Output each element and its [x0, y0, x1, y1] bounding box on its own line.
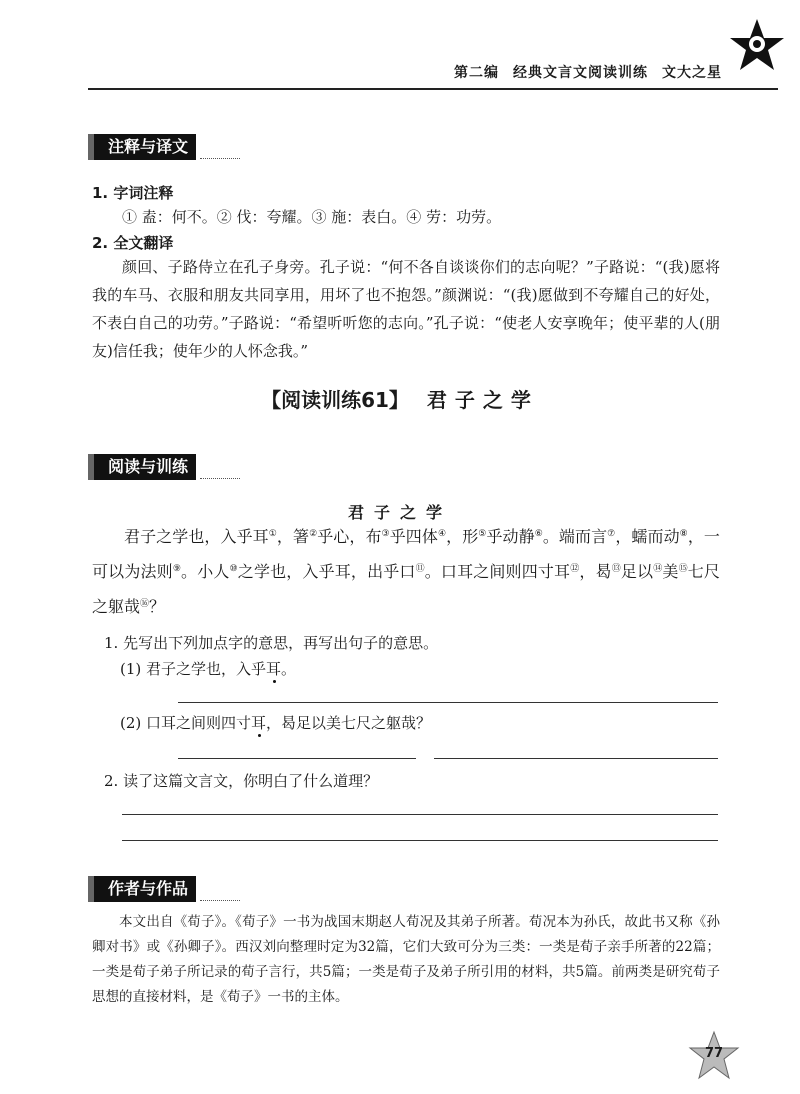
translation-text: 颜回、子路侍立在孔子身旁。孔子说：“何不各自谈谈你们的志向呢？”子路说：“(我)愿将我的车马、衣服和朋友共同享用，用坏了也不抱怨。”颜渊说：“(我)愿做到不夸耀自己的好处，不表白自己的功劳。”子路说：“希望听听您的志向。”孔子说：“使老人安享晚年；使平辈的人(朋友)信任我；使年少的人怀念我。”: [92, 258, 720, 360]
answer-line[interactable]: [178, 702, 718, 703]
note-mark: ⑧: [679, 529, 688, 539]
exercise-number: 【阅读训练61】: [261, 388, 409, 412]
text-seg: 七尺之躯哉: [92, 562, 720, 616]
words-text: ① 盍：何不。② 伐：夸耀。③ 施：表白。④ 劳：功劳。: [122, 208, 502, 226]
header-section: 经典文言文阅读训练: [513, 65, 648, 81]
note-mark: ⑮: [678, 564, 688, 574]
q1-2-suffix: ，曷足以美七尺之躯哉？: [266, 714, 432, 732]
dotted-char: 耳: [251, 714, 267, 732]
text-seg: 乎四体: [389, 527, 438, 546]
author-text: 本文出自《荀子》。《荀子》一书为战国末期赵人荀况及其弟子所著。荀况本为孙氏，故此书又称《孙卿对书》或《孙卿子》。西汉刘向整理时定为32篇，它们大致可分为三类：一类是荀子亲手所著的22篇；一类是荀子弟子所记录的荀子言行，共5篇；一类是荀子及弟子所引用的材料，共5篇。前两类是研究荀子思想的直接材料，是《荀子》一书的主体。: [92, 914, 720, 1005]
q1-1-prefix: (1) 君子之学也，入乎: [120, 660, 267, 678]
section-underline: [200, 478, 240, 479]
text-seg: 之学也，入乎耳，出乎口: [237, 562, 416, 581]
notes-section-label: 注释与译文: [88, 134, 196, 160]
note-mark: ⑯: [140, 599, 150, 609]
author-section-label: 作者与作品: [88, 876, 196, 902]
note-mark: ⑥: [534, 529, 543, 539]
section-underline: [200, 900, 240, 901]
note-mark: ④: [437, 529, 447, 539]
answer-line[interactable]: [434, 758, 718, 759]
answer-line[interactable]: [122, 814, 718, 815]
text-seg: ？: [149, 597, 166, 616]
note-mark: ⑬: [611, 564, 621, 574]
section-underline: [200, 158, 240, 159]
header-rule: [88, 88, 778, 90]
dotted-char: 耳: [266, 660, 282, 678]
star-logo-icon: [728, 16, 786, 74]
note-mark: ⑤: [478, 529, 487, 539]
note-mark: ③: [381, 529, 390, 539]
note-mark: ⑨: [172, 564, 182, 574]
text-seg: 足以: [620, 562, 654, 581]
question-1-1: [120, 658, 296, 679]
header-brand: 文大之星: [662, 65, 722, 81]
text-seg: 美: [662, 562, 679, 581]
exercise-name: 君子之学: [426, 388, 539, 412]
classic-text: [92, 518, 720, 623]
text-seg: ，一可以为法则: [92, 527, 720, 581]
note-mark: ⑩: [229, 564, 238, 574]
text-seg: 乎动静: [486, 527, 535, 546]
note-mark: ⑭: [653, 564, 663, 574]
reading-section-label: 阅读与训练: [88, 454, 196, 480]
answer-line[interactable]: [122, 840, 718, 841]
note-mark: ①: [268, 529, 277, 539]
note-mark: ⑫: [570, 564, 580, 574]
text-seg: 。端而言: [542, 527, 608, 546]
question-2: 2. 读了这篇文言文，你明白了什么道理？: [104, 772, 379, 790]
text-seg: ，曷: [579, 562, 612, 581]
translation-heading: 2. 全文翻译: [92, 234, 174, 252]
note-mark: ②: [309, 529, 318, 539]
text-seg: 。口耳之间则四寸耳: [424, 562, 571, 581]
text-seg: ，蠕而动: [615, 527, 680, 546]
note-mark: ⑪: [415, 564, 425, 574]
text-seg: 乎心，布: [317, 527, 382, 546]
text-seg: ，箸: [276, 527, 310, 546]
question-1: 1. 先写出下列加点字的意思，再写出句子的意思。: [104, 634, 439, 652]
answer-line[interactable]: [178, 758, 416, 759]
exercise-title: [0, 384, 800, 413]
text-seg: 君子之学也，入乎耳: [124, 527, 269, 546]
q1-1-suffix: 。: [281, 660, 297, 678]
text-seg: ，形: [446, 527, 479, 546]
q1-2-prefix: (2) 口耳之间则四寸: [120, 714, 252, 732]
classic-text-title: 君子之学: [347, 503, 452, 522]
page-number: 77: [704, 1046, 724, 1061]
words-heading: 1. 字词注释: [92, 184, 174, 202]
header-part: 第二编: [454, 65, 499, 81]
question-1-2: [120, 712, 431, 733]
running-header: [454, 62, 722, 82]
note-mark: ⑦: [607, 529, 616, 539]
text-seg: 。小人: [181, 562, 230, 581]
